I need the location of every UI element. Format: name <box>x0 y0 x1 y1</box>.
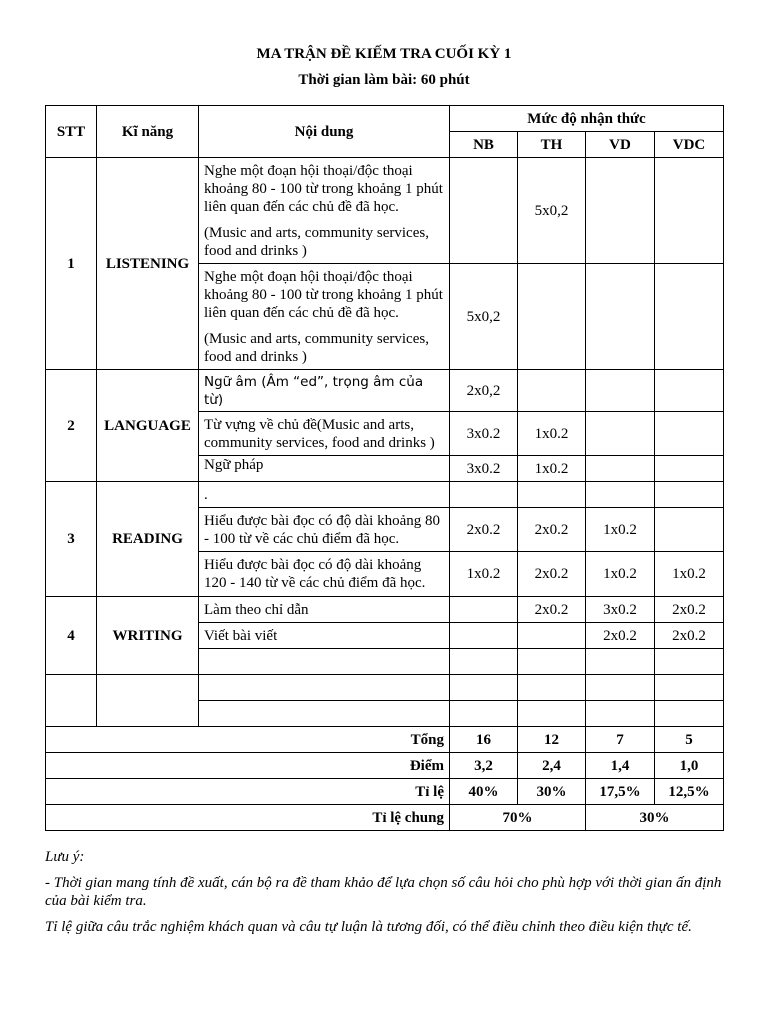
document-subtitle: Thời gian làm bài: 60 phút <box>298 72 470 88</box>
vdc-cell <box>655 456 724 482</box>
skill-cell-reading: READING <box>97 482 199 597</box>
empty-cell <box>655 675 724 701</box>
vdc-cell <box>655 158 724 264</box>
skill-cell-writing: WRITING <box>97 597 199 675</box>
header-row-1 <box>46 106 724 132</box>
nb-cell: 3x0.2 <box>450 412 518 456</box>
th-cell <box>518 482 586 508</box>
vd-cell <box>586 158 655 264</box>
score-label: Điểm <box>46 753 450 779</box>
content-topics: (Music and arts, community services, food and drinks ) <box>204 224 429 259</box>
empty-cell <box>586 701 655 727</box>
empty-cell <box>655 701 724 727</box>
header-vd: VD <box>586 132 655 158</box>
nb-cell: 2x0.2 <box>450 508 518 552</box>
vd-cell: 1x0.2 <box>586 552 655 597</box>
th-cell: 2,4 <box>518 753 586 779</box>
nb-cell: 2x0,2 <box>450 370 518 412</box>
overall-ratio-label: Tỉ lệ chung <box>46 805 450 831</box>
nb-cell: 16 <box>450 727 518 753</box>
header-vdc: VDC <box>655 132 724 158</box>
empty-cell <box>199 701 450 727</box>
empty-cell <box>46 675 97 727</box>
header-cognitive-level: Mức độ nhận thức <box>450 106 724 132</box>
nb-cell <box>450 158 518 264</box>
vd-cell <box>586 456 655 482</box>
table-row-ratio <box>46 779 724 805</box>
content-cell: Ngữ pháp <box>199 456 450 482</box>
overall-ratio-right: 30% <box>586 805 724 831</box>
empty-cell <box>518 649 586 675</box>
table-row-language-1 <box>46 370 724 412</box>
header-stt: STT <box>46 106 97 158</box>
note-line: - Thời gian mang tính đề xuất, cán bộ ra đề tham khảo để lựa chọn số câu hỏi cho phù hợp với thời gian ấn định của bài kiểm tra. <box>45 875 722 909</box>
empty-cell <box>450 675 518 701</box>
vdc-cell: 12,5% <box>655 779 724 805</box>
vdc-cell: 1,0 <box>655 753 724 779</box>
content-cell: Làm theo chỉ dẫn <box>199 597 450 623</box>
vd-cell: 17,5% <box>586 779 655 805</box>
th-cell <box>518 264 586 370</box>
th-cell: 30% <box>518 779 586 805</box>
content-cell: Viết bài viết <box>199 623 450 649</box>
skill-cell-language: LANGUAGE <box>97 370 199 482</box>
stt-cell: 1 <box>46 158 97 370</box>
nb-cell: 3x0.2 <box>450 456 518 482</box>
nb-cell: 3,2 <box>450 753 518 779</box>
th-cell <box>518 370 586 412</box>
nb-cell: 5x0,2 <box>450 264 518 370</box>
vdc-cell: 5 <box>655 727 724 753</box>
table-row-score <box>46 753 724 779</box>
content-cell <box>199 264 450 370</box>
empty-cell <box>450 649 518 675</box>
total-label: Tổng <box>46 727 450 753</box>
header-th: TH <box>518 132 586 158</box>
th-cell: 2x0.2 <box>518 597 586 623</box>
header-skill: Kĩ năng <box>97 106 199 158</box>
vdc-cell <box>655 370 724 412</box>
content-cell <box>199 158 450 264</box>
empty-cell <box>518 675 586 701</box>
vd-cell: 1x0.2 <box>586 508 655 552</box>
nb-cell <box>450 597 518 623</box>
content-text: Nghe một đoạn hội thoại/độc thoại khoảng 80 - 100 từ trong khoảng 1 phút liên quan đến các chủ đề đã học. <box>204 268 443 321</box>
empty-cell <box>450 701 518 727</box>
vd-cell <box>586 370 655 412</box>
notes-section <box>45 848 725 944</box>
table-row-reading-1 <box>46 482 724 508</box>
th-cell: 1x0.2 <box>518 412 586 456</box>
note-line: Tỉ lệ giữa câu trắc nghiệm khách quan và câu tự luận là tương đối, có thể điều chỉnh theo điều kiện thực tế. <box>45 919 692 935</box>
ratio-label: Tỉ lệ <box>46 779 450 805</box>
table-row-overall-ratio <box>46 805 724 831</box>
empty-cell <box>518 701 586 727</box>
stt-cell: 3 <box>46 482 97 597</box>
nb-cell <box>450 482 518 508</box>
header-content: Nội dung <box>199 106 450 158</box>
notes-heading: Lưu ý: <box>45 849 85 865</box>
table-row-total <box>46 727 724 753</box>
th-cell: 2x0.2 <box>518 508 586 552</box>
th-cell: 12 <box>518 727 586 753</box>
content-text: Nghe một đoạn hội thoại/độc thoại khoảng 80 - 100 từ trong khoảng 1 phút liên quan đến các chủ đề đã học. <box>204 162 443 215</box>
vdc-cell <box>655 508 724 552</box>
document-title: MA TRẬN ĐỀ KIẾM TRA CUỐI KỲ 1 <box>256 46 512 62</box>
content-cell: Hiểu được bài đọc có độ dài khoảng 80 - 100 từ về các chủ điểm đã học. <box>199 508 450 552</box>
content-cell: Ngữ âm (Âm “ed”, trọng âm của từ) <box>199 370 450 412</box>
th-cell: 1x0.2 <box>518 456 586 482</box>
vd-cell <box>586 482 655 508</box>
empty-cell <box>199 649 450 675</box>
vd-cell <box>586 412 655 456</box>
skill-cell-listening: LISTENING <box>97 158 199 370</box>
vdc-cell: 2x0.2 <box>655 623 724 649</box>
content-cell: Từ vựng về chủ đề(Music and arts, community services, food and drinks ) <box>199 412 450 456</box>
th-cell <box>518 623 586 649</box>
content-cell: . <box>199 482 450 508</box>
vdc-cell <box>655 264 724 370</box>
empty-cell <box>655 649 724 675</box>
nb-cell <box>450 623 518 649</box>
vd-cell: 3x0.2 <box>586 597 655 623</box>
nb-cell: 1x0.2 <box>450 552 518 597</box>
overall-ratio-left: 70% <box>450 805 586 831</box>
stt-cell: 4 <box>46 597 97 675</box>
header-nb: NB <box>450 132 518 158</box>
table-row-empty <box>46 675 724 701</box>
nb-cell: 40% <box>450 779 518 805</box>
vd-cell: 7 <box>586 727 655 753</box>
empty-cell <box>586 649 655 675</box>
empty-cell <box>199 675 450 701</box>
vdc-cell <box>655 482 724 508</box>
th-cell: 5x0,2 <box>518 158 586 264</box>
assessment-matrix-table <box>45 105 724 831</box>
vdc-cell: 2x0.2 <box>655 597 724 623</box>
vd-cell: 1,4 <box>586 753 655 779</box>
vd-cell <box>586 264 655 370</box>
vdc-cell <box>655 412 724 456</box>
th-cell: 2x0.2 <box>518 552 586 597</box>
content-cell: Hiểu được bài đọc có độ dài khoảng 120 - 140 từ về các chủ điểm đã học. <box>199 552 450 597</box>
vdc-cell: 1x0.2 <box>655 552 724 597</box>
table-row-listening-1 <box>46 158 724 264</box>
stt-cell: 2 <box>46 370 97 482</box>
empty-cell <box>586 675 655 701</box>
empty-cell <box>97 675 199 727</box>
vd-cell: 2x0.2 <box>586 623 655 649</box>
table-row-writing-1 <box>46 597 724 623</box>
content-topics: (Music and arts, community services, food and drinks ) <box>204 330 429 365</box>
